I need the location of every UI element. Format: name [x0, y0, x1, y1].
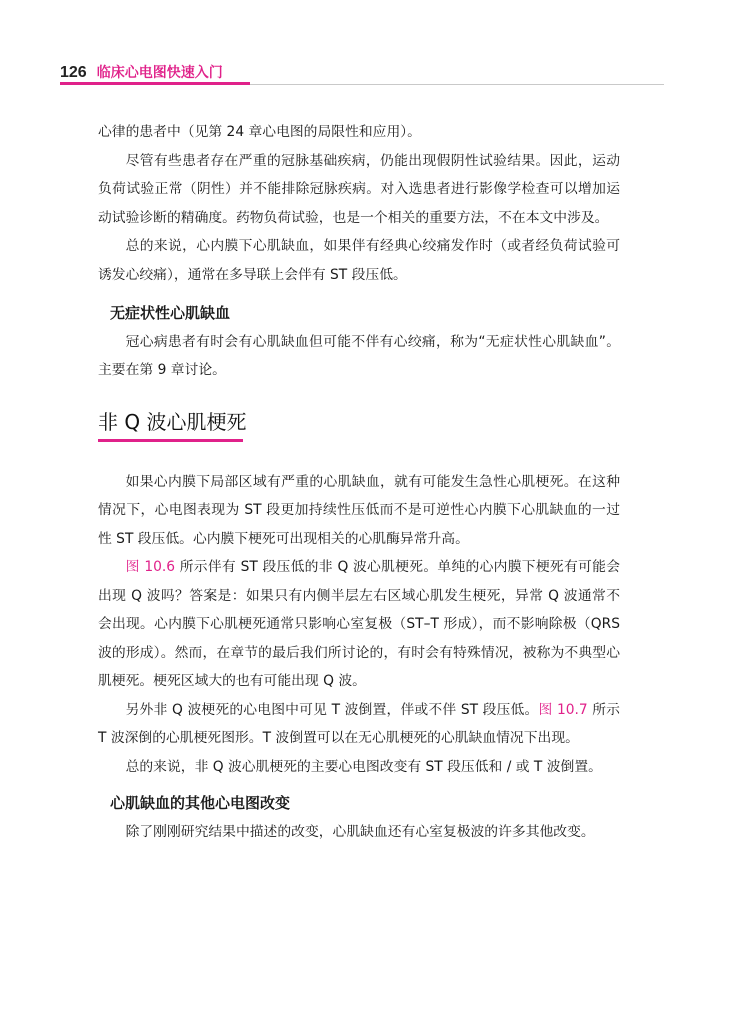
page-header — [60, 62, 223, 82]
paragraph: 如果心内膜下局部区域有严重的心肌缺血，就有可能发生急性心肌梗死。在这种情况下，心电图表现为 ST 段更加持续性压低而不是可逆性心内膜下心肌缺血的一过性 ST 段压低。心内膜下梗死可出现相关的心肌酶异常升高。 — [98, 473, 620, 547]
header-accent-bar — [60, 82, 250, 85]
paragraph: 尽管有些患者存在严重的冠脉基础疾病，仍能出现假阴性试验结果。因此，运动负荷试验正常（阴性）并不能排除冠脉疾病。对入选患者进行影像学检查可以增加运动试验诊断的精确度。药物负荷试验，也是一个相关的重要方法，不在本文中涉及。 — [98, 152, 620, 226]
paragraph-text: 另外非 Q 波梗死的心电图中可见 T 波倒置，伴或不伴 ST 段压低。 — [125, 701, 539, 718]
paragraph — [98, 696, 620, 753]
paragraph: 冠心病患者有时会有心肌缺血但可能不伴有心绞痛，称为“无症状性心肌缺血”。主要在第 9 章讨论。 — [98, 333, 620, 378]
paragraph: 总的来说，心内膜下心肌缺血，如果伴有经典心绞痛发作时（或者经负荷试验可诱发心绞痛），通常在多导联上会伴有 ST 段压低。 — [98, 238, 620, 283]
section-heading-underline — [98, 439, 243, 442]
paragraph-text: 所示伴有 ST 段压低的非 Q 波心肌梗死。单纯的心内膜下梗死有可能会出现 Q 波吗？答案是：如果只有内侧半层左右区域心肌发生梗死，异常 Q 波通常不会出现。心内膜下心肌梗死通常只影响心室复极（ST–T 形成），而不影响除极（QRS 波的形成）。然而，在章节的最后我们所讨论的，有时会有特殊情况，被称为不典型心肌梗死。梗死区域大的也有可能出现 Q 波。 — [98, 559, 620, 689]
section-heading-non-q-mi: 非 Q 波心肌梗死 — [98, 409, 247, 434]
figure-reference-link[interactable]: 图 10.7 — [538, 701, 588, 718]
book-title: 临床心电图快速入门 — [96, 65, 223, 81]
subsection-heading-silent-ischemia: 无症状性心肌缺血 — [110, 304, 231, 322]
page-number: 126 — [60, 64, 87, 81]
page-body — [98, 118, 620, 846]
subsection-heading-other-changes: 心肌缺血的其他心电图改变 — [110, 794, 291, 812]
paragraph: 心律的患者中（见第 24 章心电图的局限性和应用）。 — [98, 124, 421, 140]
paragraph-text: 所示 T 波深倒的心肌梗死图形。T 波倒置可以在无心肌梗死的心肌缺血情况下出现。 — [98, 701, 620, 746]
figure-reference-link[interactable]: 图 10.6 — [125, 559, 176, 575]
paragraph: 总的来说，非 Q 波心肌梗死的主要心电图改变有 ST 段压低和 / 或 T 波倒置。 — [125, 758, 602, 775]
paragraph: 除了刚刚研究结果中描述的改变，心肌缺血还有心室复极波的许多其他改变。 — [125, 823, 595, 840]
paragraph — [98, 553, 620, 696]
